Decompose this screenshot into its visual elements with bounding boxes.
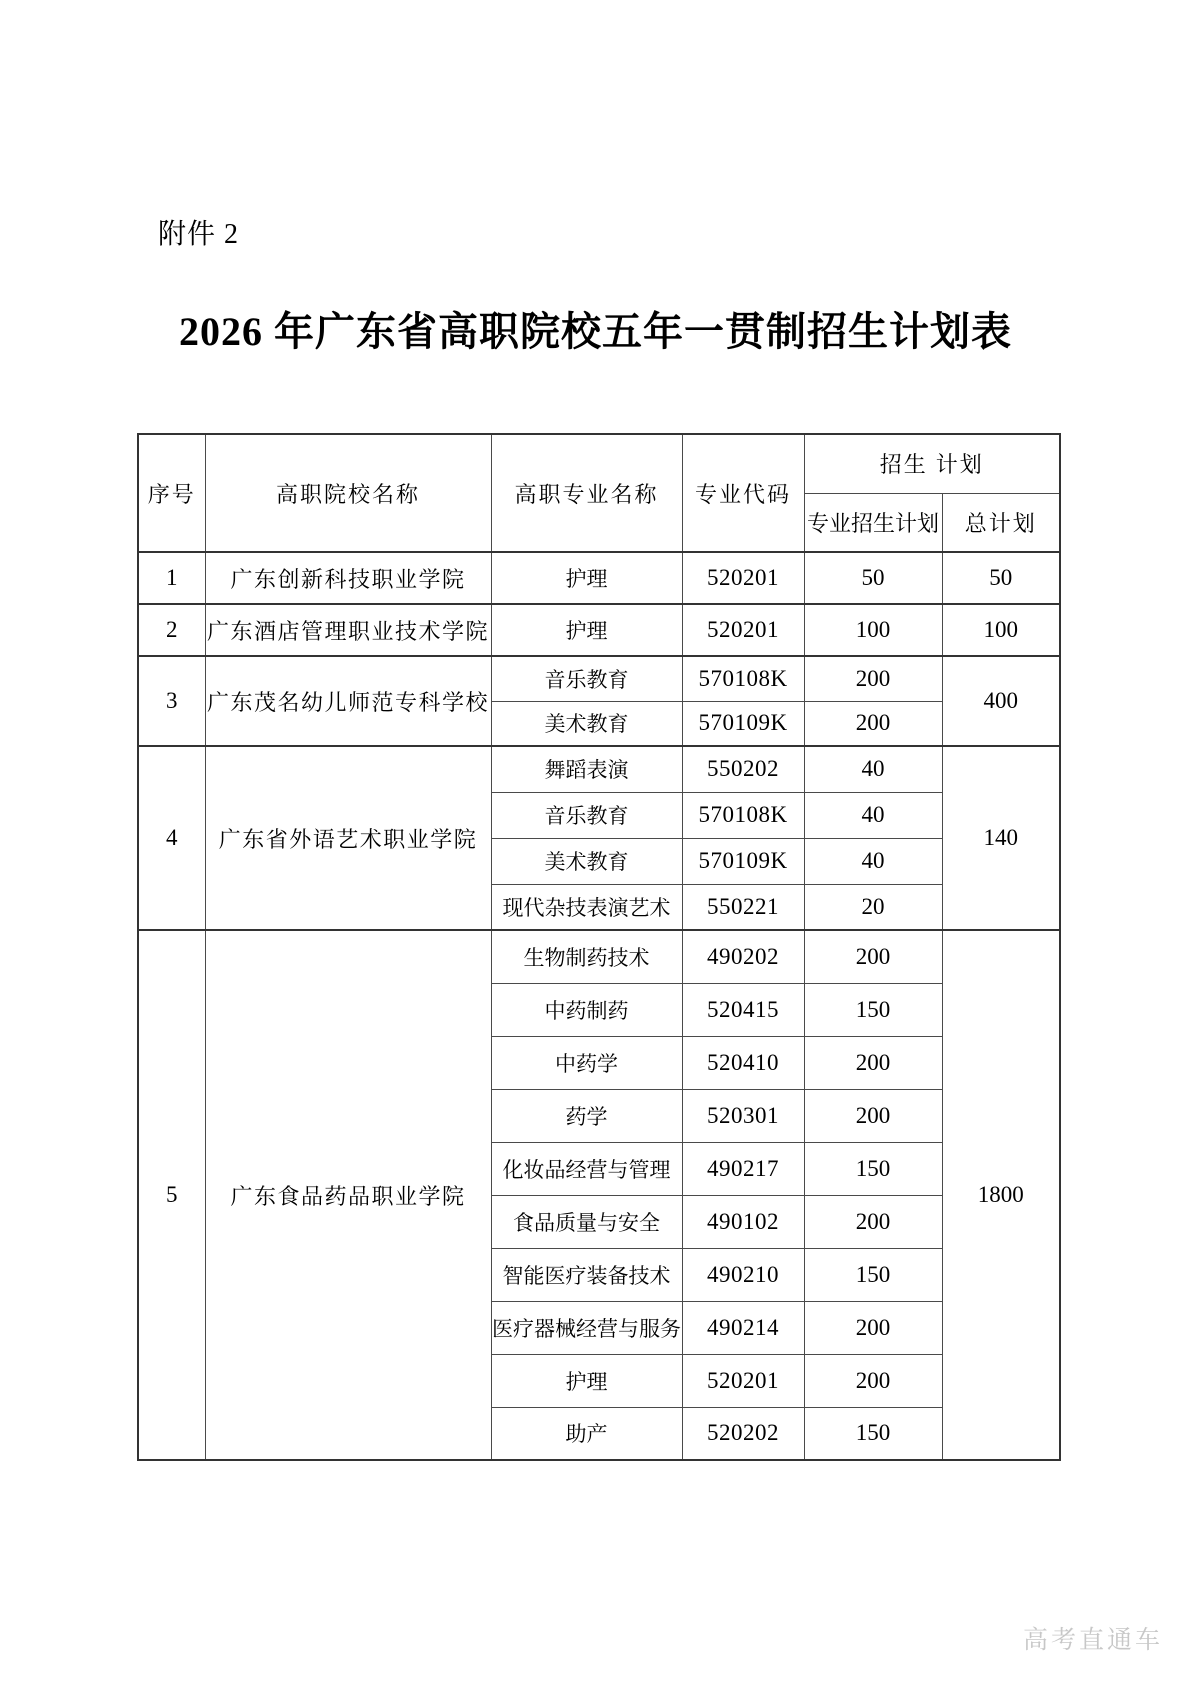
major-code-cell: 520202 [682,1407,804,1460]
major-name-cell: 生物制药技术 [491,930,682,983]
seq-cell: 1 [138,552,205,604]
major-plan-cell: 40 [804,746,942,792]
watermark: 高考直通车 [1022,1626,1163,1654]
major-name-cell: 智能医疗装备技术 [491,1248,682,1301]
header-major-plan: 专业招生计划 [804,493,942,552]
header-seq: 序号 [138,434,205,552]
major-plan-cell: 40 [804,792,942,838]
major-name-cell: 化妆品经营与管理 [491,1142,682,1195]
major-name-cell: 护理 [491,552,682,604]
major-code-cell: 490217 [682,1142,804,1195]
major-plan-cell: 200 [804,930,942,983]
major-plan-cell: 100 [804,604,942,656]
major-name-cell: 药学 [491,1089,682,1142]
plan-table-body [138,552,1060,1460]
college-name-cell: 广东酒店管理职业技术学院 [205,604,491,656]
major-plan-cell: 150 [804,1142,942,1195]
major-name-cell: 舞蹈表演 [491,746,682,792]
major-name-cell: 音乐教育 [491,792,682,838]
enrollment-plan-table [137,433,1061,1461]
major-code-cell: 570109K [682,701,804,746]
college-name-cell: 广东省外语艺术职业学院 [205,746,491,930]
seq-cell: 2 [138,604,205,656]
major-plan-cell: 200 [804,1195,942,1248]
major-code-cell: 550221 [682,884,804,930]
plan-row [138,552,1060,604]
college-name-cell: 广东茂名幼儿师范专科学校 [205,656,491,746]
major-code-cell: 520201 [682,604,804,656]
total-plan-cell: 50 [942,552,1060,604]
major-plan-cell: 150 [804,1407,942,1460]
plan-row [138,604,1060,656]
seq-cell: 4 [138,746,205,930]
major-plan-cell: 50 [804,552,942,604]
major-name-cell: 食品质量与安全 [491,1195,682,1248]
major-code-cell: 490214 [682,1301,804,1354]
major-name-cell: 护理 [491,1354,682,1407]
major-name-cell: 现代杂技表演艺术 [491,884,682,930]
major-name-cell: 中药制药 [491,983,682,1036]
major-plan-cell: 200 [804,1354,942,1407]
major-name-cell: 助产 [491,1407,682,1460]
major-code-cell: 490102 [682,1195,804,1248]
major-name-cell: 美术教育 [491,701,682,746]
total-plan-cell: 100 [942,604,1060,656]
page-title: 2026 年广东省高职院校五年一贯制招生计划表 [179,309,1012,354]
college-name-cell: 广东食品药品职业学院 [205,930,491,1460]
major-code-cell: 570108K [682,656,804,701]
major-code-cell: 490210 [682,1248,804,1301]
major-code-cell: 490202 [682,930,804,983]
major-code-cell: 520201 [682,552,804,604]
major-code-cell: 570109K [682,838,804,884]
attachment-label: 附件 2 [158,219,240,250]
seq-cell: 5 [138,930,205,1460]
seq-cell: 3 [138,656,205,746]
major-code-cell: 520201 [682,1354,804,1407]
major-plan-cell: 200 [804,656,942,701]
major-code-cell: 520410 [682,1036,804,1089]
major-code-cell: 520301 [682,1089,804,1142]
plan-row [138,656,1060,701]
total-plan-cell: 400 [942,656,1060,746]
major-plan-cell: 20 [804,884,942,930]
major-name-cell: 中药学 [491,1036,682,1089]
major-plan-cell: 150 [804,1248,942,1301]
college-name-cell: 广东创新科技职业学院 [205,552,491,604]
major-name-cell: 音乐教育 [491,656,682,701]
header-total-plan: 总计划 [942,493,1060,552]
major-plan-cell: 200 [804,1089,942,1142]
header-major-code: 专业代码 [682,434,804,552]
header-college-name: 高职院校名称 [205,434,491,552]
major-name-cell: 医疗器械经营与服务 [491,1301,682,1354]
major-plan-cell: 200 [804,1301,942,1354]
total-plan-cell: 1800 [942,930,1060,1460]
header-major-name: 高职专业名称 [491,434,682,552]
major-code-cell: 520415 [682,983,804,1036]
major-name-cell: 护理 [491,604,682,656]
major-plan-cell: 200 [804,701,942,746]
major-name-cell: 美术教育 [491,838,682,884]
total-plan-cell: 140 [942,746,1060,930]
major-plan-cell: 200 [804,1036,942,1089]
plan-row [138,930,1060,983]
major-code-cell: 570108K [682,792,804,838]
major-plan-cell: 40 [804,838,942,884]
major-code-cell: 550202 [682,746,804,792]
header-plan-group: 招生 计划 [804,434,1060,493]
plan-row [138,746,1060,792]
major-plan-cell: 150 [804,983,942,1036]
